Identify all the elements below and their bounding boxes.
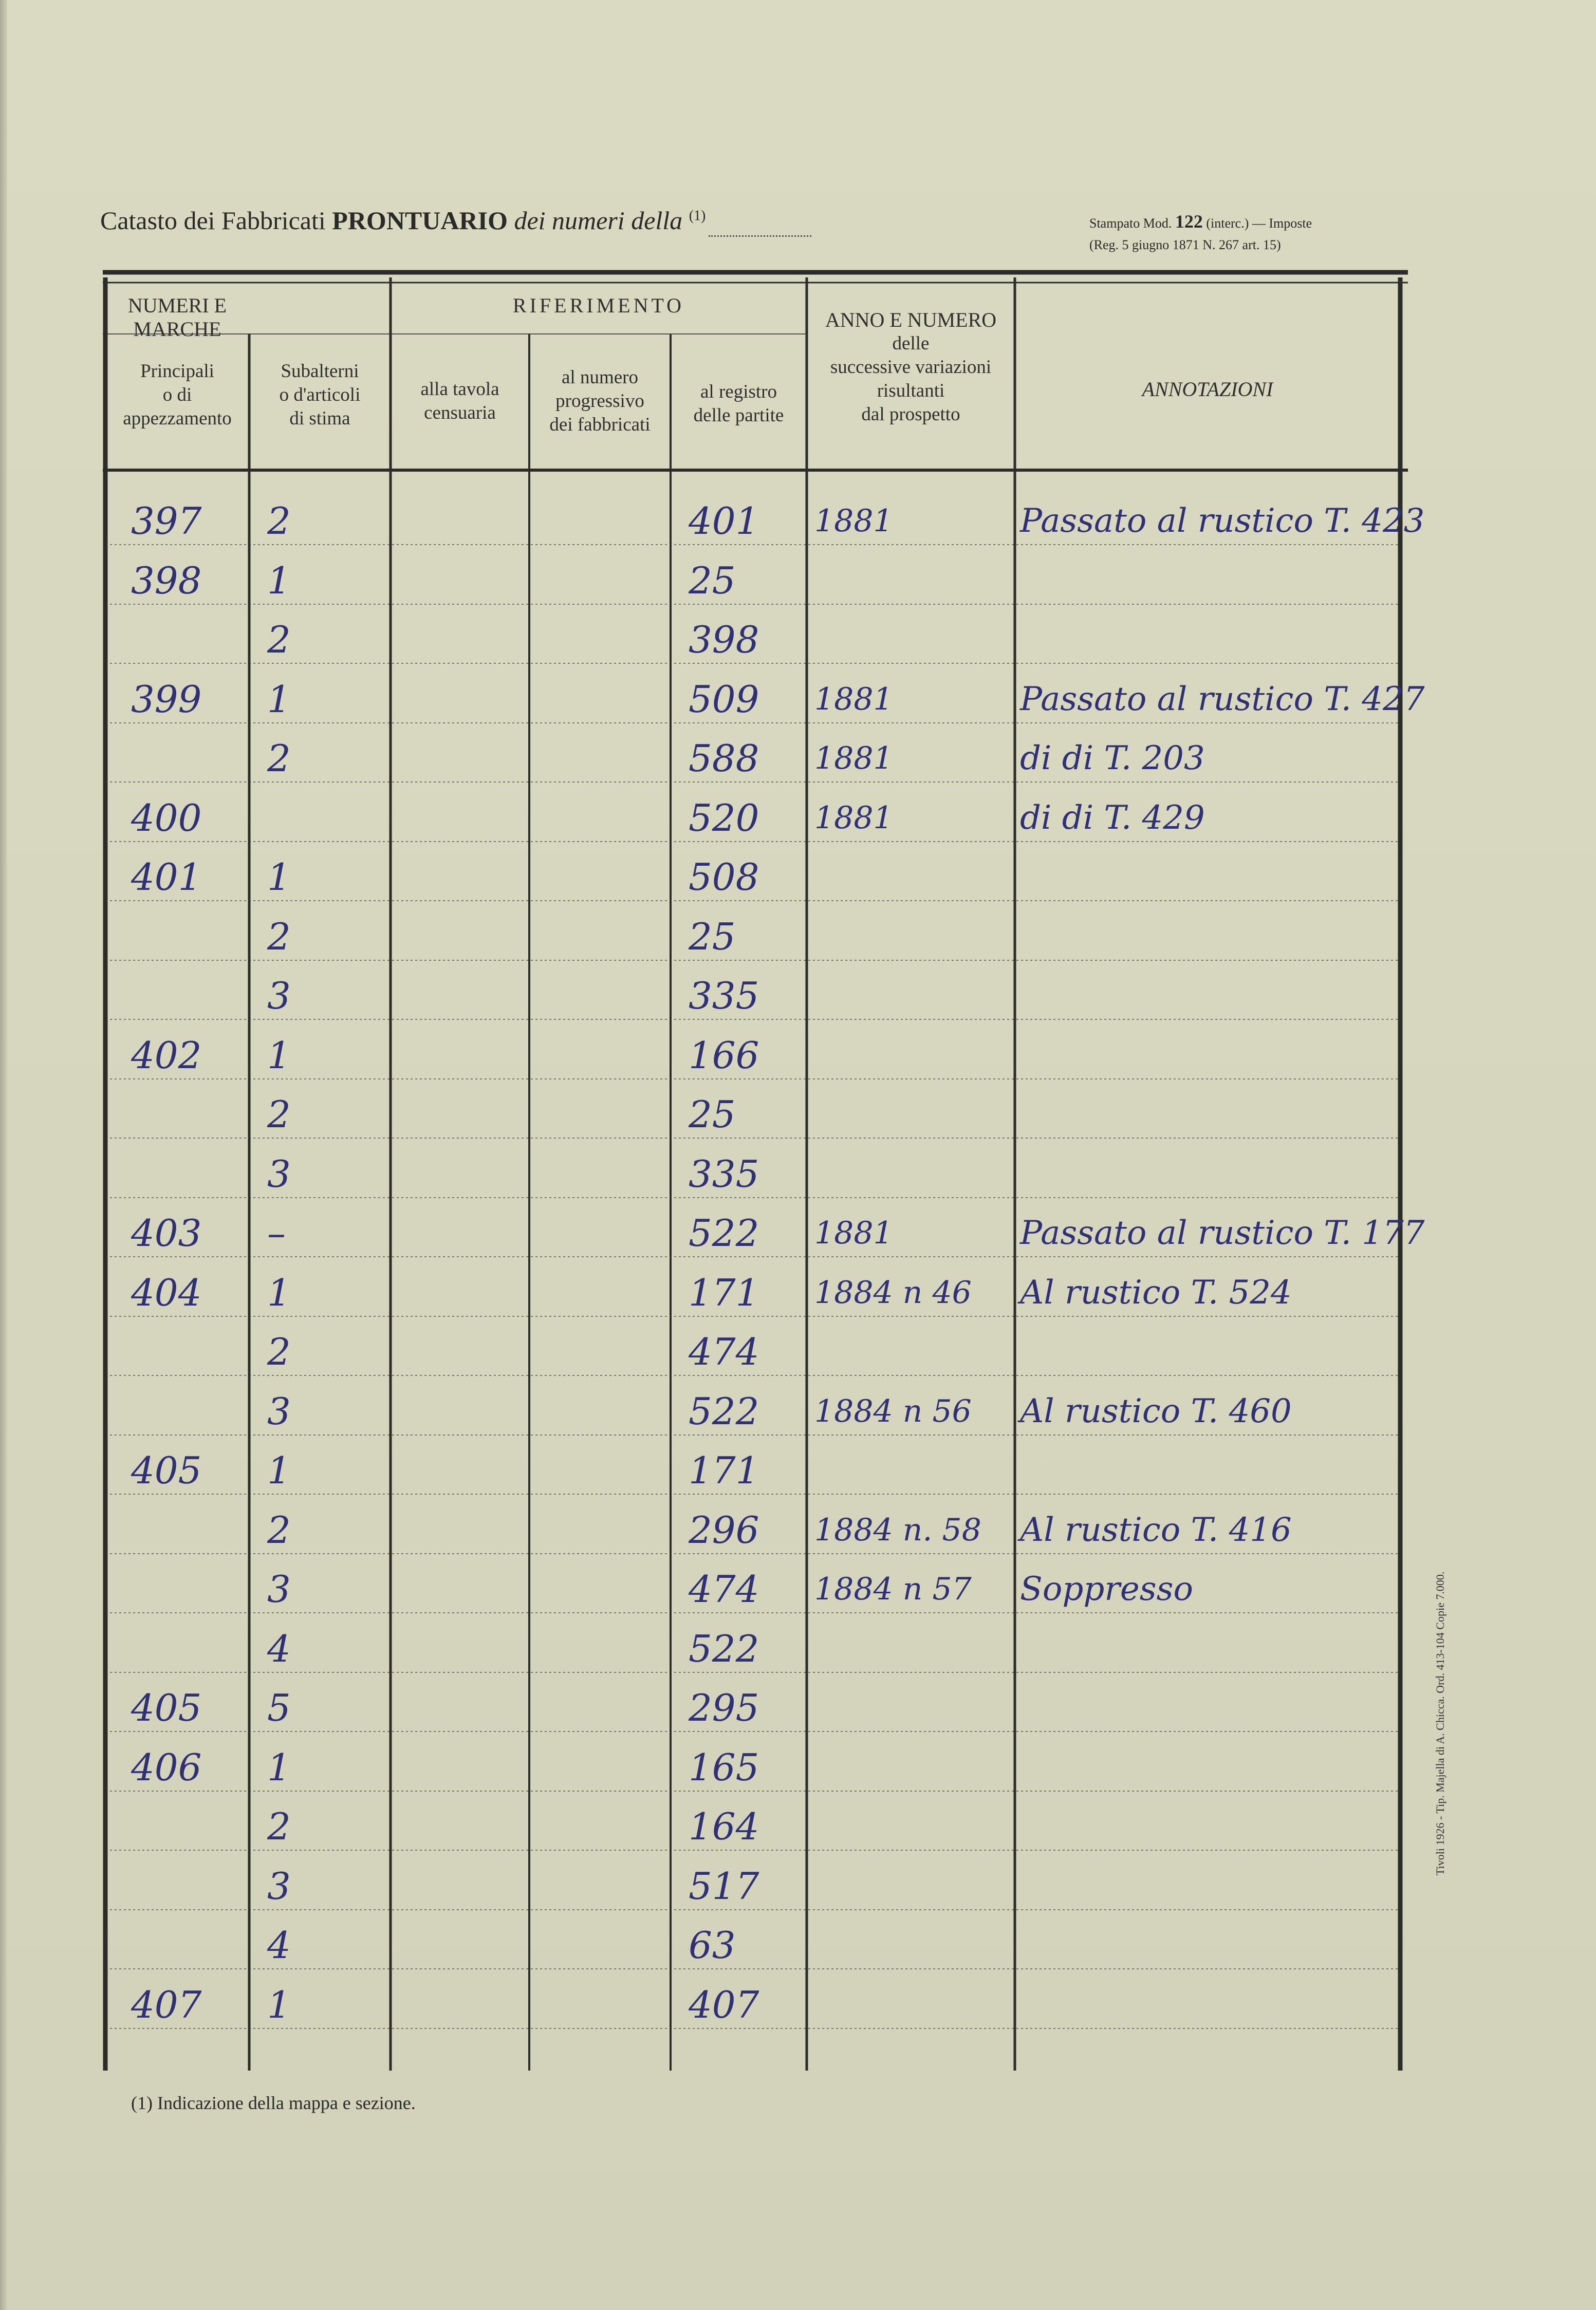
header-anno-l5: dal prospetto: [861, 404, 960, 425]
printer-imprint: Tivoli 1926 - Tip. Majella di A. Chicca. Ord. 413-104 Copie 7.000.: [1434, 1571, 1446, 1875]
cell-registro: 508: [689, 855, 759, 899]
cell-subalterno: –: [267, 1212, 286, 1255]
cell-anno: 1881: [814, 1215, 893, 1251]
header-tavola-l2: censuaria: [424, 402, 496, 423]
cell-annotazione: Al rustico T. 524: [1020, 1274, 1292, 1312]
cell-annotazione: Passato al rustico T. 427: [1020, 680, 1425, 718]
cell-registro: 164: [689, 1805, 759, 1848]
cell-registro: 63: [689, 1924, 736, 1967]
cell-subalterno: 2: [267, 499, 291, 543]
cell-subalterno: 1: [267, 1983, 291, 2026]
header-anno-l3: successive variazioni: [830, 357, 992, 378]
cell-anno: 1881: [814, 681, 893, 717]
cell-subalterno: 1: [267, 1034, 291, 1077]
cell-annotazione: di di T. 203: [1020, 739, 1205, 777]
cell-subalterno: 4: [267, 1627, 291, 1670]
header-anno-l1: ANNO E NUMERO: [825, 308, 997, 331]
cell-subalterno: 4: [267, 1924, 291, 1967]
cell-principale: 398: [131, 559, 202, 602]
header-progressivo-l2: progressivo: [555, 390, 644, 412]
cell-principale: 399: [131, 678, 202, 721]
cell-registro: 165: [689, 1746, 759, 1789]
cell-registro: 398: [689, 618, 759, 661]
title-italic: dei numeri della: [514, 206, 683, 235]
cell-principale: 407: [131, 1983, 202, 2026]
cell-anno: 1881: [814, 740, 893, 776]
header-progressivo: [529, 366, 671, 437]
header-principali-l3: appezzamento: [123, 408, 232, 429]
cell-subalterno: 1: [267, 559, 291, 602]
cell-subalterno: 1: [267, 1449, 291, 1492]
cell-principale: 406: [131, 1746, 202, 1789]
cell-registro: 335: [689, 1152, 759, 1196]
cell-anno: 1881: [814, 503, 893, 539]
cell-annotazione: Al rustico T. 460: [1020, 1392, 1292, 1430]
cell-principale: 405: [131, 1686, 202, 1729]
cell-registro: 295: [689, 1686, 759, 1729]
cell-anno: 1884 n 46: [814, 1275, 972, 1311]
cell-subalterno: 3: [267, 1152, 291, 1196]
cell-registro: 517: [689, 1865, 759, 1908]
cell-registro: 588: [689, 737, 759, 780]
title-note-ref: (1): [689, 208, 706, 224]
cell-subalterno: 5: [267, 1686, 291, 1729]
cell-subalterno: 1: [267, 1746, 291, 1789]
cell-registro: 509: [689, 678, 759, 721]
title-prefix: Catasto dei Fabbricati: [100, 206, 326, 235]
cell-registro: 25: [689, 1093, 736, 1136]
cell-subalterno: 3: [267, 974, 291, 1017]
cell-annotazione: Al rustico T. 416: [1020, 1511, 1292, 1549]
header-progressivo-l3: dei fabbricati: [549, 414, 651, 435]
cell-registro: 166: [689, 1034, 759, 1077]
header-subalterni-l2: o d'articoli: [279, 384, 361, 405]
cell-subalterno: 2: [267, 1805, 291, 1848]
cell-annotazione: di di T. 429: [1020, 799, 1205, 837]
cell-subalterno: 1: [267, 1271, 291, 1314]
header-anno-numero: [807, 308, 1015, 426]
cell-subalterno: 2: [267, 915, 291, 958]
title-bold: PRONTUARIO: [332, 206, 508, 235]
cell-anno: 1884 n. 58: [814, 1512, 981, 1548]
cell-registro: 296: [689, 1508, 759, 1552]
cell-anno: 1884 n 57: [814, 1571, 972, 1607]
header-annotazioni: ANNOTAZIONI: [1142, 378, 1273, 401]
cell-principale: 400: [131, 796, 202, 840]
cell-registro: 474: [689, 1568, 759, 1611]
cell-registro: 335: [689, 974, 759, 1017]
header-principali-l2: o di: [162, 384, 192, 405]
cell-registro: 25: [689, 915, 736, 958]
cell-registro: 522: [689, 1390, 759, 1433]
cell-registro: 171: [689, 1271, 759, 1314]
header-tavola-l1: alla tavola: [420, 379, 499, 400]
cell-principale: 401: [131, 855, 202, 899]
cell-subalterno: 2: [267, 1508, 291, 1552]
cell-registro: 520: [689, 796, 759, 840]
cell-principale: 403: [131, 1212, 202, 1255]
cell-registro: 25: [689, 559, 736, 602]
header-numeri-e-marche: NUMERI E MARCHE: [127, 294, 227, 341]
header-progressivo-l1: al numero: [562, 367, 638, 388]
model-number: 122: [1175, 211, 1203, 232]
cell-registro: 171: [689, 1449, 759, 1492]
cell-subalterno: 3: [267, 1568, 291, 1611]
cell-anno: 1884 n 56: [814, 1393, 972, 1429]
header-registro-l1: al registro: [700, 381, 777, 402]
cell-registro: 407: [689, 1983, 759, 2026]
header-subalterni-l1: Subalterni: [281, 361, 359, 382]
header-subalterni-l3: di stima: [289, 408, 350, 429]
header-registro: [671, 380, 807, 427]
cell-registro: 474: [689, 1330, 759, 1373]
cell-annotazione: Passato al rustico T. 423: [1020, 502, 1425, 540]
header-registro-l2: delle partite: [693, 405, 784, 426]
cell-registro: 522: [689, 1212, 759, 1255]
cell-annotazione: Passato al rustico T. 177: [1020, 1214, 1425, 1252]
cell-registro: 522: [689, 1627, 759, 1670]
model-suffix: (interc.) — Imposte: [1206, 216, 1312, 231]
header-subalterni: [249, 360, 391, 431]
cell-subalterno: 1: [267, 678, 291, 721]
cell-subalterno: 2: [267, 737, 291, 780]
header-principali-l1: Principali: [140, 361, 214, 382]
header-principali: [105, 360, 249, 431]
cell-subalterno: 2: [267, 1330, 291, 1373]
cell-registro: 401: [689, 499, 759, 543]
footnote: (1) Indicazione della mappa e sezione.: [131, 2093, 416, 2113]
cell-annotazione: Soppresso: [1020, 1570, 1193, 1608]
cell-subalterno: 1: [267, 855, 291, 899]
cell-principale: 405: [131, 1449, 202, 1492]
header-anno-l4: risultanti: [877, 380, 945, 401]
cell-subalterno: 3: [267, 1390, 291, 1433]
header-riferimento: RIFERIMENTO: [512, 294, 685, 317]
cell-principale: 404: [131, 1271, 202, 1314]
cell-subalterno: 3: [267, 1865, 291, 1908]
cell-principale: 397: [131, 499, 202, 543]
header-tavola: [391, 378, 529, 425]
cell-subalterno: 2: [267, 1093, 291, 1136]
cell-subalterno: 2: [267, 618, 291, 661]
header-anno-l2: delle: [892, 333, 930, 354]
model-label: Stampato Mod.: [1089, 216, 1172, 231]
cell-anno: 1881: [814, 800, 893, 836]
model-line-2: (Reg. 5 giugno 1871 N. 267 art. 15): [1089, 237, 1281, 252]
cell-principale: 402: [131, 1034, 202, 1077]
